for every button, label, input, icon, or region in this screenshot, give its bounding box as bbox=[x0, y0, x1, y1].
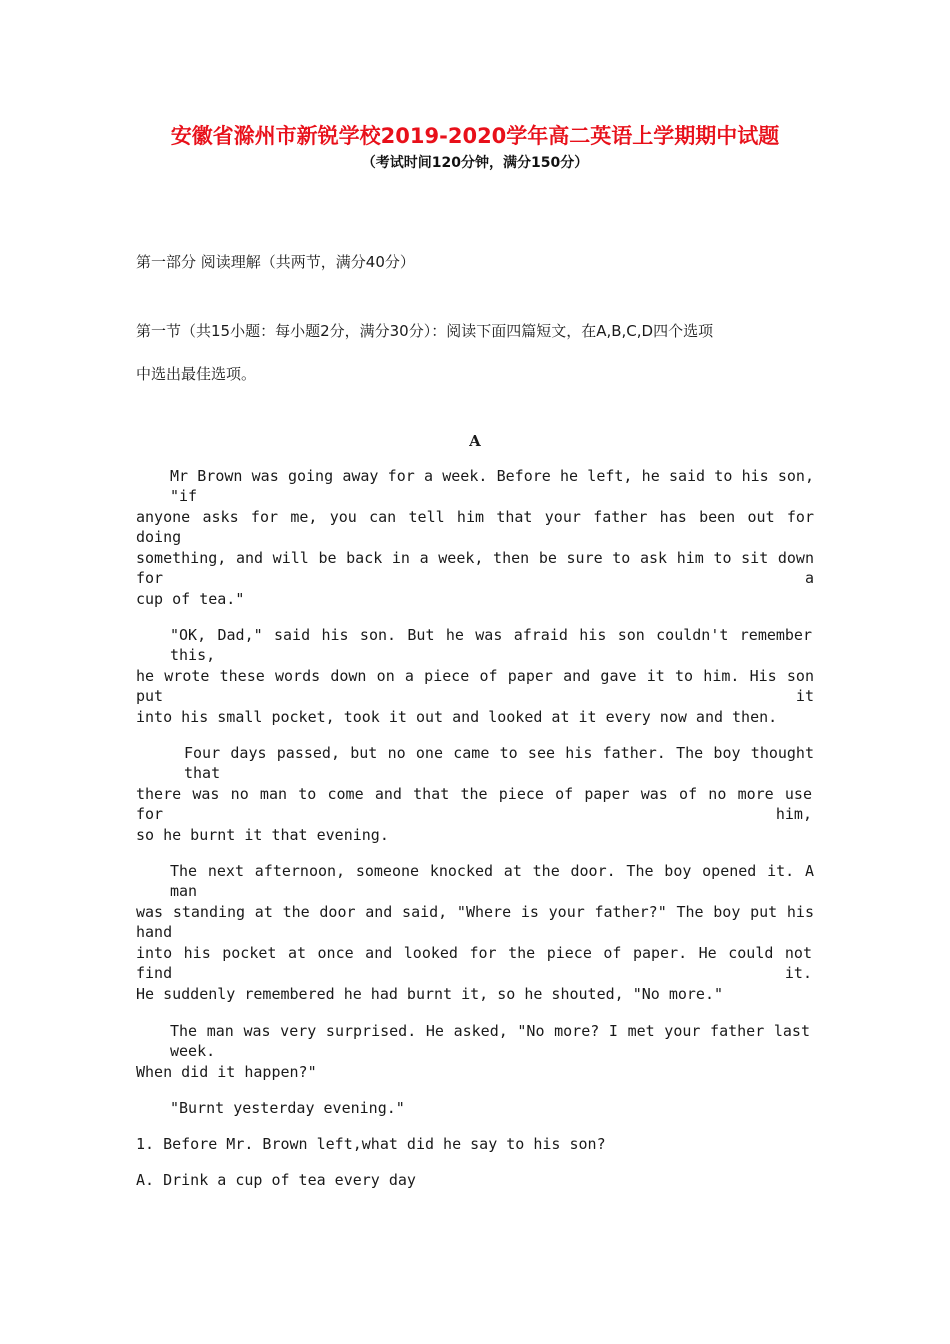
passage-line: anyone asks for me, you can tell him that your father has been out for doing bbox=[136, 508, 814, 546]
passage-line: When did it happen?" bbox=[136, 1063, 317, 1081]
part-one-heading: 第一部分 阅读理解（共两节，满分40分） bbox=[136, 253, 415, 271]
document-title: 安徽省滁州市新锐学校2019-2020学年高二英语上学期期中试题 bbox=[170, 124, 780, 148]
passage-line: "OK, Dad," said his son. But he was afraid his son couldn't remember this, bbox=[170, 626, 812, 664]
passage-line: there was no man to come and that the piece of paper was of no more use for him, bbox=[136, 785, 812, 823]
passage-line: The next afternoon, someone knocked at the door. The boy opened it. A man bbox=[170, 862, 814, 900]
passage-line: was standing at the door and said, "Where is your father?" The boy put his hand bbox=[136, 903, 814, 941]
passage-label: A bbox=[469, 432, 481, 450]
passage-line: so he burnt it that evening. bbox=[136, 826, 389, 844]
document-subtitle: （考试时间120分钟，满分150分） bbox=[361, 155, 589, 171]
passage-line: The man was very surprised. He asked, "No more? I met your father last week. bbox=[170, 1022, 810, 1060]
passage-line: Four days passed, but no one came to see his father. The boy thought that bbox=[184, 744, 814, 782]
passage-line: he wrote these words down on a piece of paper and gave it to him. His son put it bbox=[136, 667, 814, 705]
section-one-instruction-line-2: 中选出最佳选项。 bbox=[136, 365, 257, 383]
passage-line: Mr Brown was going away for a week. Before he left, he said to his son, "if bbox=[170, 467, 814, 505]
passage-line: "Burnt yesterday evening." bbox=[170, 1099, 405, 1117]
question-option-a: A. Drink a cup of tea every day bbox=[136, 1171, 416, 1189]
question-stem: 1. Before Mr. Brown left,what did he say to his son? bbox=[136, 1135, 606, 1153]
passage-line: cup of tea." bbox=[136, 590, 245, 608]
passage-line: into his small pocket, took it out and looked at it every now and then. bbox=[136, 708, 778, 726]
passage-line: into his pocket at once and looked for the piece of paper. He could not find it. bbox=[136, 944, 812, 982]
passage-line: He suddenly remembered he had burnt it, so he shouted, "No more." bbox=[136, 985, 723, 1003]
section-one-instruction-line-1: 第一节（共15小题：每小题2分，满分30分）：阅读下面四篇短文，在A,B,C,D四个选项 bbox=[136, 322, 714, 340]
passage-line: something, and will be back in a week, then be sure to ask him to sit down for a bbox=[136, 549, 814, 587]
